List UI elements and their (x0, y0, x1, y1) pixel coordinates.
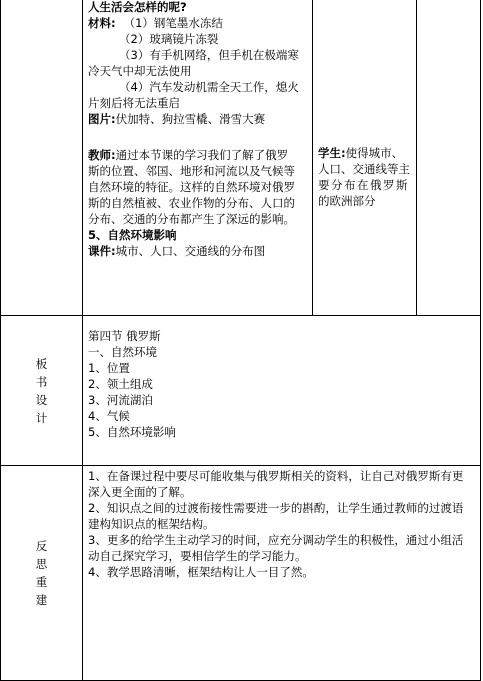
materials-line: 冷天气中却无法使用 (88, 64, 192, 78)
lesson-content-cell (83, 0, 313, 316)
left-empty-cell (1, 0, 83, 316)
lesson-row (1, 0, 481, 316)
teacher-line: 斯的位置、邻国、地形和河流以及气候等 (88, 164, 295, 178)
board-row (1, 316, 481, 466)
section-heading: 5、自然环境影响 (88, 228, 177, 242)
reflection-line: 动自己探究学习，要相信学生的学习能力。 (88, 549, 307, 563)
student-cell (313, 0, 417, 316)
teacher-line: 分布、交通的分布都产生了深远的影响。 (88, 212, 295, 226)
spacer (83, 127, 312, 143)
reflection-row (1, 466, 481, 681)
reflection-line: 4、教学思路清晰，框架结构让人一目了然。 (88, 565, 314, 579)
reflection-line: 建构知识点的框架结构。 (88, 517, 215, 531)
student-line: 人口、交通线等主 (318, 162, 410, 176)
board-line: 第四节 俄罗斯 (88, 329, 161, 343)
materials-line: （2）玻璃镜片冻裂 (119, 32, 219, 46)
board-line: 4、气候 (88, 409, 130, 423)
right-empty-cell (417, 0, 481, 316)
materials-line: 片刻后将无法重启 (88, 96, 180, 110)
reflection-line: 深入更全面的了解。 (88, 485, 192, 499)
board-side-label: 板 书 设 计 (1, 316, 83, 466)
courseware-line: 课件:城市、人口、交通线的分布图 (88, 244, 266, 258)
teacher-line: 斯的自然植被、农业作物的分布、人口的 (88, 196, 295, 210)
reflection-line: 3、更多的给学生主动学习的时间，应充分调动学生的积极性，通过小组活 (88, 533, 464, 547)
reflection-line: 2、知识点之间的过渡衔接性需要进一步的斟酌，让学生通过教师的过渡语 (88, 501, 464, 515)
teacher-line: 教师:通过本节课的学习我们了解了俄罗 (88, 148, 289, 162)
reflection-line: 1、在备课过程中要尽可能收集与俄罗斯相关的资料，让自己对俄罗斯有更 (88, 469, 464, 483)
board-line: 3、河流湖泊 (88, 393, 153, 407)
materials-line: （4）汽车发动机需全天工作，熄火 (119, 80, 299, 94)
student-line: 学生:使得城市、 (318, 146, 404, 160)
student-line: 的欧洲部分 (318, 194, 376, 208)
board-line: 5、自然环境影响 (88, 425, 176, 439)
pictures-line: 图片:伏加特、狗拉雪橇、滑雪大赛 (88, 112, 266, 126)
board-line: 1、位置 (88, 361, 130, 375)
lesson-question: 人生活会怎样的呢? (88, 0, 187, 14)
spacer (83, 316, 480, 328)
board-line: 一、自然环境 (88, 345, 157, 359)
spacer (313, 0, 416, 145)
student-line: 要分布在俄罗斯 (318, 178, 409, 192)
teacher-line: 自然环境的特征。这样的自然环境对俄罗 (88, 180, 295, 194)
reflection-content-cell (83, 466, 481, 681)
board-content-cell (83, 316, 481, 466)
reflection-side-label: 反 思 重 建 (1, 466, 83, 681)
board-line: 2、领土组成 (88, 377, 153, 391)
materials-line: 材料: （1）钢笔墨水冻结 (88, 16, 223, 30)
materials-line: （3）有手机网络，但手机在极端寒 (119, 48, 299, 62)
